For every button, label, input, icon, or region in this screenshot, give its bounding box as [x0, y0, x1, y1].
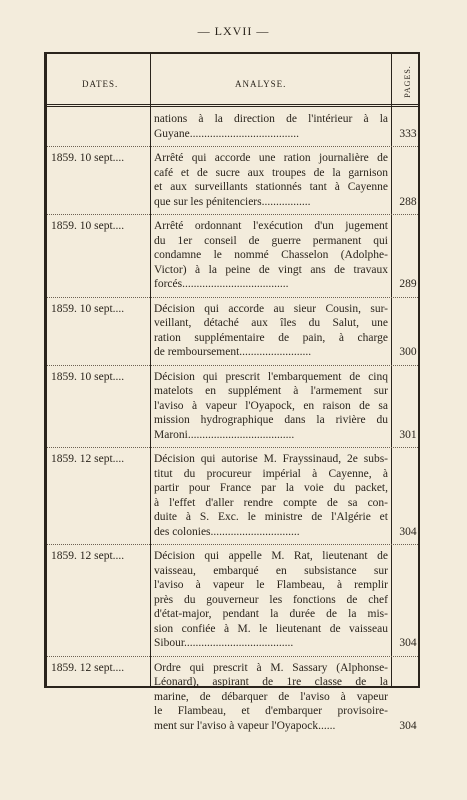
header-rule [47, 104, 418, 107]
entry-date: 1859. 10 sept.... [51, 152, 125, 164]
analysis-line: condamne le nommé Chasselon (Adolphe- [154, 249, 388, 261]
entry-analysis [154, 661, 388, 734]
entry-date: 1859. 12 sept.... [51, 550, 125, 562]
analysis-line: café et de sucre aux troupes de la garnison [154, 166, 388, 179]
analysis-line: près du gouverneur les fonctions de chef [154, 593, 388, 606]
analysis-line: nations à la direction de l'intérieur à la [154, 113, 388, 125]
entry-analysis [154, 151, 388, 209]
entry-date: 1859. 10 sept.... [51, 302, 125, 315]
analysis-line: mission hydrographique dans la rivière du [154, 414, 388, 426]
entry-analysis [154, 549, 388, 651]
entry-page: 304 [399, 525, 417, 538]
entry-analysis [154, 219, 388, 292]
entry-page: 289 [399, 278, 417, 290]
analysis-line: Arrêté qui accorde une ration journalière de [154, 152, 388, 164]
entry-page: 333 [399, 127, 417, 140]
entry-analysis [154, 302, 388, 360]
pages-header: PAGES. [402, 64, 412, 98]
entry-date: 1859. 12 sept.... [51, 661, 125, 674]
analysis-line: Arrêté ordonnant l'exécution d'un jugement [154, 220, 388, 232]
analysis-line: duite à S. Exc. le ministre de l'Algérie et [154, 511, 388, 523]
analysis-line: ration supplémentaire de pain, à charge [154, 331, 388, 344]
analysis-line: de remboursement......................... [154, 346, 312, 358]
analysis-line: l'aviso à vapeur le Flambeau, à remplir [154, 579, 388, 591]
entry-page: 301 [399, 428, 417, 441]
entry-date: 1859. 12 sept.... [51, 453, 125, 465]
analysis-line: sion confiée à M. le lieutenant de vaisseau [154, 622, 388, 635]
entry-date: 1859. 10 sept.... [51, 220, 125, 232]
entry-separator [47, 214, 418, 215]
entry-separator [47, 297, 418, 298]
entry-separator [47, 656, 418, 657]
analysis-line: d'état-major, pendant la durée de la mis- [154, 608, 388, 620]
analysis-line: le Flambeau, et d'embarquer provisoire- [154, 705, 388, 717]
dates-header: DATES. [82, 79, 119, 89]
entry-separator [47, 365, 418, 366]
analysis-line: vaisseau, embarqué en subsistance sur [154, 564, 388, 577]
analysis-line: veillant, détaché aux îles du Salut, une [154, 317, 388, 329]
analysis-line: Décision qui prescrit l'embarquement de cinq [154, 370, 388, 383]
analysis-line: Guyane...................................... [154, 127, 300, 140]
entry-separator [47, 447, 418, 448]
analysis-line: matelots en supplément à l'armement sur [154, 385, 388, 397]
entry-page: 304 [399, 637, 417, 649]
entry-analysis [154, 452, 388, 539]
column-divider-pages [391, 54, 392, 686]
analysis-line: ment sur l'aviso à vapeur l'Oyapock...... [154, 719, 336, 732]
analysis-line: des colonies............................... [154, 525, 300, 538]
analyse-header: ANALYSE. [235, 79, 287, 89]
column-divider-dates [150, 54, 151, 686]
analysis-line: du 1er conseil de guerre permanent qui [154, 234, 388, 247]
analysis-line: Décision qui appelle M. Rat, lieutenant de [154, 550, 388, 562]
analysis-line: Sibour...................................... [154, 637, 294, 649]
analysis-line: l'aviso à vapeur l'Oyapock, en raison de sa [154, 399, 388, 412]
analysis-line: et aux surveillants stationnés tant à Cayenne [154, 181, 388, 193]
entry-analysis [154, 370, 388, 443]
analysis-line: Décision qui accorde au sieur Cousin, sur- [154, 302, 388, 315]
analysis-line: Décision qui autorise M. Frayssinaud, 2e subs- [154, 453, 388, 465]
analysis-line: que sur les pénitenciers................. [154, 195, 311, 208]
entry-date: 1859. 10 sept.... [51, 370, 125, 383]
analysis-line: à l'effet d'aller rendre compte de sa con- [154, 496, 388, 509]
analysis-line: partir pour France par la voie du packet, [154, 482, 388, 494]
entry-page: 304 [399, 719, 417, 732]
page-number: — LXVII — [197, 24, 270, 38]
analysis-line: Victor) à la peine de vingt ans de travaux [154, 263, 388, 276]
analysis-line: titut du procureur impérial à Cayenne, à [154, 467, 388, 480]
entry-separator [47, 544, 418, 545]
entry-page: 300 [399, 346, 417, 358]
analysis-line: forcés..................................... [154, 278, 289, 290]
index-table [44, 52, 420, 732]
entry-page: 288 [399, 195, 417, 208]
analysis-line: Léonard), aspirant de 1re classe de la [154, 676, 388, 688]
entry-analysis [154, 112, 388, 141]
analysis-line: Maroni..................................... [154, 428, 295, 441]
analysis-line: Ordre qui prescrit à M. Sassary (Alphonse- [154, 661, 388, 674]
analysis-line: marine, de débarquer de l'aviso à vapeur [154, 690, 388, 703]
entry-separator [47, 146, 418, 147]
